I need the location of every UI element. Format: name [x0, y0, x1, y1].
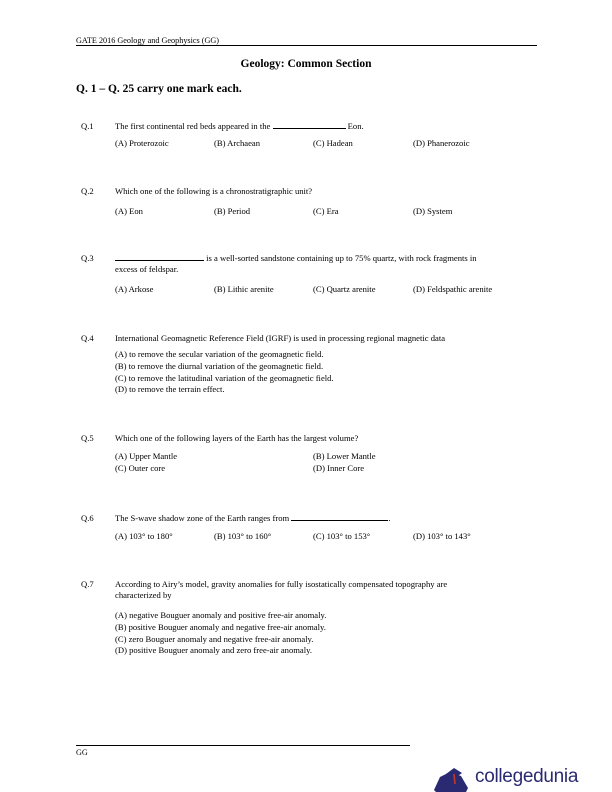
- marks-instruction: Q. 1 – Q. 25 carry one mark each.: [76, 83, 242, 95]
- question-number: Q.7: [81, 579, 94, 589]
- option-b: (B) Archaean: [214, 138, 261, 148]
- footer-rule: [76, 745, 410, 746]
- option-d: (D) 103° to 143°: [413, 531, 471, 541]
- option-c: (C) to remove the latitudinal variation of the geomagnetic field.: [115, 373, 334, 383]
- option-b: (B) Period: [214, 206, 251, 216]
- option-b: (B) Lithic arenite: [214, 284, 274, 294]
- option-b: (B) positive Bouguer anomaly and negative free-air anomaly.: [115, 622, 326, 632]
- option-a: (A) Arkose: [115, 284, 154, 294]
- option-a: (A) 103° to 180°: [115, 531, 173, 541]
- option-a: (A) Proterozoic: [115, 138, 169, 148]
- option-b: (B) Lower Mantle: [313, 451, 376, 461]
- graduation-cap-icon: [428, 764, 474, 792]
- question-number: Q.5: [81, 433, 94, 443]
- question-stem: The S-wave shadow zone of the Earth ranges from .: [115, 513, 391, 523]
- question-number: Q.4: [81, 333, 94, 343]
- option-d: (D) System: [413, 206, 453, 216]
- option-c: (C) Era: [313, 206, 339, 216]
- option-d: (D) Phanerozoic: [413, 138, 470, 148]
- option-c: (C) 103° to 153°: [313, 531, 371, 541]
- question-number: Q.2: [81, 186, 94, 196]
- section-title: Geology: Common Section: [240, 58, 372, 70]
- answer-blank: [273, 128, 346, 129]
- question-number: Q.3: [81, 253, 94, 263]
- page-header-title: GATE 2016 Geology and Geophysics (GG): [76, 36, 220, 45]
- option-d: (D) Inner Core: [313, 463, 365, 473]
- logo-text: collegedunia: [475, 766, 579, 787]
- question-stem: According to Airy’s model, gravity anomalies for fully isostatically compensated topography are characterized by: [115, 579, 448, 600]
- question-number: Q.1: [81, 121, 94, 131]
- question-number: Q.6: [81, 513, 94, 523]
- option-b: (B) 103° to 160°: [214, 531, 272, 541]
- question-stem: International Geomagnetic Reference Field (IGRF) is used in processing regional magnetic data: [115, 333, 446, 343]
- answer-blank: [115, 260, 204, 261]
- option-d: (D) to remove the terrain effect.: [115, 384, 225, 394]
- header-rule: [76, 45, 537, 46]
- question-stem: The first continental red beds appeared in the Eon.: [115, 121, 364, 131]
- question-stem: is a well-sorted sandstone containing up to 75% quartz, with rock fragments in excess of feldspar.: [115, 253, 477, 274]
- option-a: (A) to remove the secular variation of the geomagnetic field.: [115, 349, 324, 359]
- question-stem: Which one of the following layers of the Earth has the largest volume?: [115, 433, 359, 443]
- collegedunia-logo: [428, 764, 612, 792]
- option-c: (C) Quartz arenite: [313, 284, 376, 294]
- option-c: (C) Outer core: [115, 463, 166, 473]
- option-d: (D) positive Bouguer anomaly and zero free-air anomaly.: [115, 645, 313, 655]
- option-c: (C) zero Bouguer anomaly and negative free-air anomaly.: [115, 634, 314, 644]
- option-c: (C) Hadean: [313, 138, 353, 148]
- option-a: (A) negative Bouguer anomaly and positive free-air anomaly.: [115, 610, 327, 620]
- answer-blank: [291, 520, 388, 521]
- option-d: (D) Feldspathic arenite: [413, 284, 493, 294]
- footer-code: GG: [76, 748, 88, 757]
- question-stem: Which one of the following is a chronostratigraphic unit?: [115, 186, 313, 196]
- option-a: (A) Upper Mantle: [115, 451, 178, 461]
- option-b: (B) to remove the diurnal variation of the geomagnetic field.: [115, 361, 324, 371]
- option-a: (A) Eon: [115, 206, 143, 216]
